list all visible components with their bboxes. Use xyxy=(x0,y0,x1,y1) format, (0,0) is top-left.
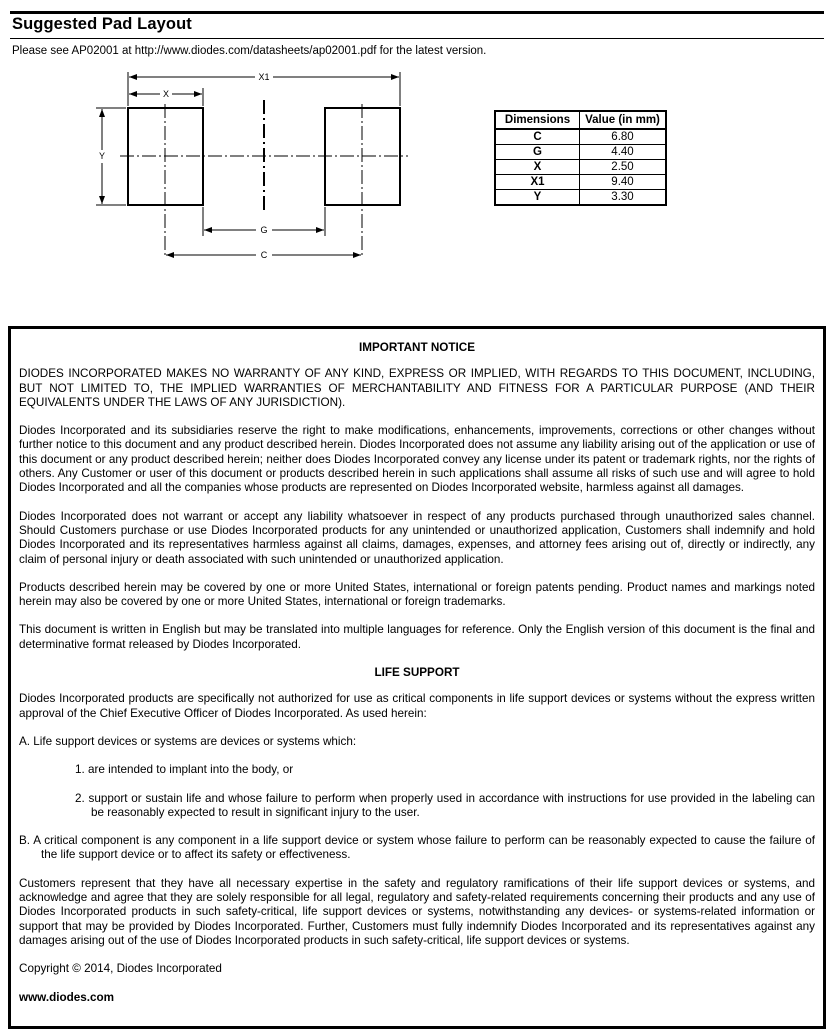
column-header-dimensions: Dimensions xyxy=(495,111,580,129)
dimension-value: 6.80 xyxy=(580,129,667,145)
dimension-name: X xyxy=(495,160,580,175)
copyright: Copyright © 2014, Diodes Incorporated xyxy=(19,962,222,976)
unauthorized-channel-paragraph: Diodes Incorporated does not warrant or accept any liability whatsoever in respect of any products purchased through unauthorized sales channel. Should Customers purchase or use Diodes Incorporated products for any unintended or unauthorized application, Customers shall indemnify and hold Diodes Incorporated and its representatives harmless against all claims, damages, expenses, and attorney fees arising out of, directly or indirectly, any claim of personal injury or death associated with such unintended or unauthorized application. xyxy=(19,509,815,566)
section-title: Suggested Pad Layout xyxy=(12,15,192,33)
dimension-name: X1 xyxy=(495,175,580,190)
column-header-value: Value (in mm) xyxy=(580,111,667,129)
patents-paragraph: Products described herein may be covered by one or more United States, international or foreign patents pending. Product names and markings noted herein may also be covered by one or more United States, international or foreign trademarks. xyxy=(19,580,815,609)
notice-title: IMPORTANT NOTICE xyxy=(358,341,475,354)
language-paragraph: This document is written in English but may be translated into multiple languages for reference. Only the English version of this document is the final and determinative format released by Diodes Incorporated. xyxy=(19,623,815,651)
life-support-title: LIFE SUPPORT xyxy=(374,666,460,680)
dimensions-table xyxy=(494,110,667,206)
life-support-item-2: 2. support or sustain life and whose failure to perform when properly used in accordance with instructions for use provided in the labeling can be reasonably expected to result in significant injury to the user. xyxy=(75,791,815,819)
important-notice-box xyxy=(8,326,826,1029)
life-support-item-a: A. Life support devices or systems are devices or systems which: xyxy=(19,734,357,748)
dimension-name: G xyxy=(495,145,580,160)
life-support-item-1: 1. are intended to implant into the body, or xyxy=(75,763,294,777)
dimension-value: 2.50 xyxy=(580,160,667,175)
table-header-row xyxy=(495,111,666,129)
customer-responsibility-paragraph: Customers represent that they have all necessary expertise in the safety and regulatory ramifications of their life support devices or systems, and acknowledge and agree that they are solely responsible for all legal, regulatory and safety-related requirements concerning their products and any use of Diodes Incorporated products in such safety-critical, life support devices or systems, notwithstanding any devices- or systems-related information or support that may be provided by Diodes Incorporated. Further, Customers must fully indemnify Diodes Incorporated and its representatives against any damages arising out of the use of Diodes Incorporated products in such safety-critical, life support devices or systems. xyxy=(19,876,815,947)
pad-layout-diagram xyxy=(0,0,831,320)
website-link[interactable]: www.diodes.com xyxy=(19,990,115,1004)
table-row xyxy=(495,190,666,206)
modifications-paragraph: Diodes Incorporated and its subsidiaries reserve the right to make modifications, enhancements, improvements, corrections or other changes without further notice to this document and any product described herein. Diodes Incorporated does not assume any liability arising out of the application or use of this document or any product described herein; neither does Diodes Incorporated convey any license under its patent or trademark rights, nor the rights of others. Any Customer or user of this document or products described herein in such applications shall assume all risks of such use and will agree to hold Diodes Incorporated and all the companies whose products are represented on Diodes Incorporated website, harmless against all damages. xyxy=(19,424,815,495)
x1-label: X1 xyxy=(258,72,270,82)
dimension-name: Y xyxy=(495,190,580,206)
latest-version-note: Please see AP02001 at http://www.diodes.com/datasheets/ap02001.pdf for the latest version. xyxy=(12,45,487,57)
dimension-name: C xyxy=(495,129,580,145)
dimension-value: 4.40 xyxy=(580,145,667,160)
c-label: C xyxy=(260,250,268,260)
table-row xyxy=(495,129,666,145)
warranty-paragraph: DIODES INCORPORATED MAKES NO WARRANTY OF ANY KIND, EXPRESS OR IMPLIED, WITH REGARDS TO THIS DOCUMENT, INCLUDING, BUT NOT LIMITED TO, THE IMPLIED WARRANTIES OF MERCHANTABILITY AND FITNESS FOR A PARTICULAR PURPOSE (AND THEIR EQUIVALENTS UNDER THE LAWS OF ANY JURISDICTION). xyxy=(19,367,815,409)
dimension-value: 9.40 xyxy=(580,175,667,190)
table-row xyxy=(495,145,666,160)
life-support-item-b: B. A critical component is any component in a life support device or system whose failure to perform can be reasonably expected to cause the failure of the life support device or to affect its safety or effectiveness. xyxy=(19,834,815,862)
life-support-intro: Diodes Incorporated products are specifically not authorized for use as critical components in life support devices or systems without the express written approval of the Chief Executive Officer of Diodes Incorporated. As used herein: xyxy=(19,692,815,720)
x-label: X xyxy=(162,89,170,99)
dimension-value: 3.30 xyxy=(580,190,667,206)
g-label: G xyxy=(260,225,268,235)
y-label: Y xyxy=(98,151,106,161)
table-row xyxy=(495,160,666,175)
table-row xyxy=(495,175,666,190)
